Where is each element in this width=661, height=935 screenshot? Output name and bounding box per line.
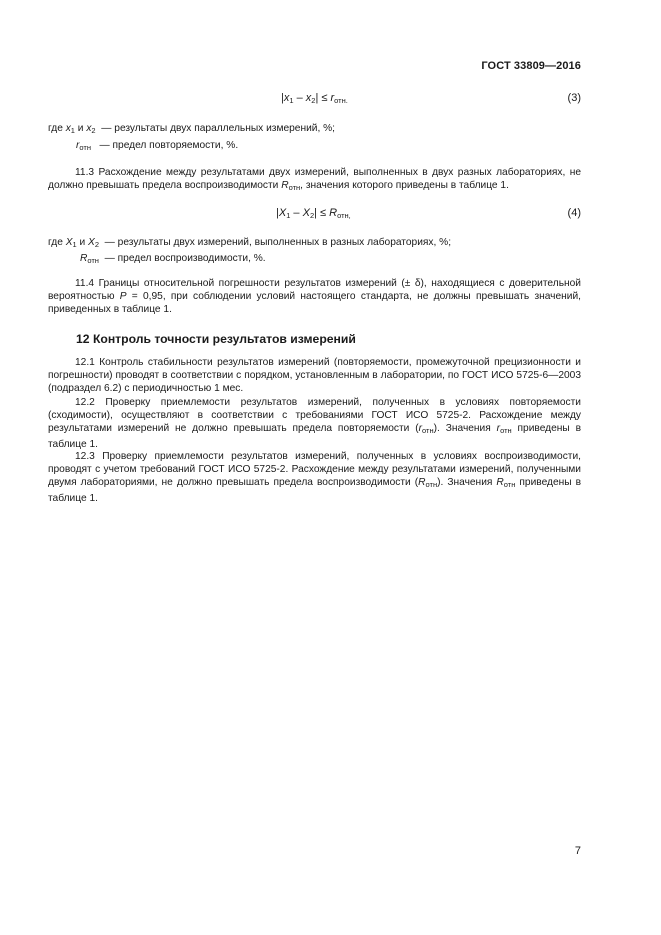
paragraph-11-3: 11.3 Расхождение между результатами двух измерений, выполненных в двух разных лабораториях, не должно превышать предела воспроизводимости $R_{отн}$, значения которого приведены в таблице 1. [48, 167, 581, 193]
formula-4: $|X_1 - X_2| \le R_{отн,}$ [276, 207, 351, 220]
where-4-line2: $R_{отн}$ — предел воспроизводимости, %. [80, 253, 266, 265]
where-4-line1: где $X_1$ и $X_2$ — результаты двух измерений, выполненных в разных лабораториях, %; [48, 237, 452, 249]
paragraph-11-4: 11.4 Границы относительной погрешности результатов измерений (± δ), находящиеся с доверительной вероятностью P = 0,95, при соблюдении условий настоящего стандарта, не должны превышать значений, приведенных в таблице 1. [48, 278, 581, 316]
where-3-line1: где $x_1$ и $x_2$ — результаты двух параллельных измерений, %; [48, 123, 335, 135]
where-3-line2: $r_{отн}$ — предел повторяемости, %. [76, 140, 239, 152]
paragraph-12-2: 12.2 Проверку приемлемости результатов измерений, полученных в условиях повторяемости (сходимости), осуществляют в соответствии с требованиями ГОСТ ИСО 5725-2. Расхождение между результатами измерений не должно превышать предела повторяемости $(r_{отн})$. Значения $r_{отн}$ приведены в таблице 1. [48, 397, 581, 450]
section-12-title: 12 Контроль точности результатов измерений [76, 332, 356, 346]
formula-3: $|x_1 - x_2| \le r_{отн.}$ [281, 92, 348, 105]
page-number: 7 [574, 845, 581, 857]
paragraph-12-1: 12.1 Контроль стабильности результатов измерений (повторяемости, промежуточной прецизионности и погрешности) проводят в соответствии с порядком, установленным в лаборатории, по ГОСТ ИСО 5725-6—2003 (подраздел 6.2) с периодичностью 1 мес. [48, 357, 581, 395]
standard-designation: ГОСТ 33809—2016 [481, 60, 581, 72]
paragraph-12-3: 12.3 Проверку приемлемости результатов измерений, полученных в условиях воспроизводимости, проводят с учетом требований ГОСТ ИСО 5725-2. Расхождение между результатами измерений, полученными двумя лабораториями, не должно превышать предела воспроизводимости $(R_{отн})$. Значения $R_{отн}$ приведены в таблице 1. [48, 451, 581, 504]
formula-4-number: (4) [567, 207, 581, 219]
formula-3-number: (3) [567, 92, 581, 104]
